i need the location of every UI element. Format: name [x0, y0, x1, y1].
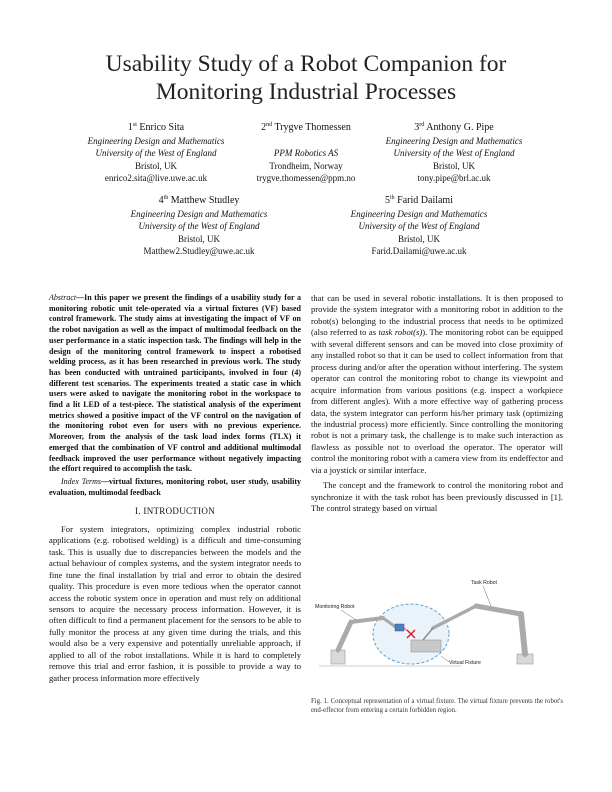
- author-organization: University of the West of England: [358, 221, 480, 232]
- label-virtual-fixture: Virtual Fixture: [449, 660, 481, 666]
- author-location: Bristol, UK: [177, 233, 220, 244]
- abstract-label: Abstract: [49, 293, 77, 302]
- figure-1: [311, 570, 563, 670]
- author-block-5: [324, 195, 514, 258]
- abstract: [49, 293, 301, 475]
- right-column: [311, 293, 563, 515]
- author-location: Bristol, UK: [397, 233, 440, 244]
- body-paragraph: For system integrators, optimizing complex industrial robotic applications (e.g. robotised welding) is a difficult and time-consuming task. This is usually due to discrepancies between the models and the actual behaviour of complex systems, and the system integrator needs to fine tune the final installation by trial and error to obtain the desired quality. This procedure is even more tedious when the operator cannot access the robotic system once in operation and must rely on additional sensors to acquire the necessary process information. However, it is often difficult to find a permanent placement for the sensors to be able to fully monitor the process at any given time during the trials, and this would also be a very expensive and potentially unreliable approach, if applied to all of the robot installations. While it is hard to completely remove this trial and error fashion, it is possible to provide a way to gather process information more effectively: [49, 523, 301, 683]
- label-monitoring-robot: Monitoring Robot: [315, 604, 355, 610]
- author-email: enrico2.sita@live.uwe.ac.uk: [104, 173, 208, 184]
- paper-title-line-2: Monitoring Industrial Processes: [155, 79, 457, 105]
- author-location: Bristol, UK: [134, 160, 177, 171]
- paper-title: [40, 50, 572, 106]
- author-organization: University of the West of England: [393, 148, 515, 159]
- body-paragraph-continued: that can be used in several robotic installations. It is then proposed to provide the system integrator with a monitoring robot in addition to the robot(s) belonging to the industrial process that needs to be optimized (also referred to as task robot(s)). The monitoring robot can be equipped with several different sensors and can be moved into close proximity of any installed robot so that it can be used to collect information from that process during and/or after the operation without interfering. The system operator can control the monitoring robot to change its viewpoint and acquire information from various positions (e.g. inspect a workpiece from different angles). With a more effective way of gathering process data, the system integrator can perform his/her primary task (optimizing the industrial process) more efficiently. Since controlling the monitoring robot is not a primary task, the challenge is to make such interaction as flawless as possible not to overload the operator. The operator will control the monitoring robot with a camera view from its endeffector and via a joystick or similar interface.: [311, 293, 563, 475]
- author-organization: PPM Robotics AS: [273, 148, 339, 159]
- author-name: 2nd Trygve Thomessen: [261, 122, 351, 133]
- author-organization: University of the West of England: [138, 221, 260, 232]
- author-department: Engineering Design and Mathematics: [350, 208, 488, 219]
- author-block-3: [364, 122, 544, 185]
- section-heading: I. INTRODUCTION: [135, 506, 215, 517]
- author-email: Farid.Dailami@uwe.ac.uk: [371, 246, 467, 257]
- author-name: 1st Enrico Sita: [127, 122, 185, 133]
- author-department: Engineering Design and Mathematics: [87, 135, 225, 146]
- term-task-robot: task robot(s): [378, 327, 423, 338]
- author-department: Engineering Design and Mathematics: [385, 135, 523, 146]
- index-terms-text: —virtual fixtures, monitoring robot, user study, usability evaluation, multimodal feedback: [49, 476, 301, 497]
- author-organization: University of the West of England: [95, 148, 217, 159]
- author-name: 4th Matthew Studley: [158, 195, 240, 206]
- index-terms: [49, 477, 301, 498]
- author-block-4: [104, 195, 294, 258]
- author-department: Engineering Design and Mathematics: [130, 208, 268, 219]
- left-column: [49, 293, 301, 684]
- workpiece: [411, 640, 441, 652]
- author-email: Matthew2.Studley@uwe.ac.uk: [143, 246, 255, 257]
- index-terms-label: Index Terms: [61, 476, 102, 486]
- abstract-text: —In this paper we present the findings of a usability study for a monitoring robotic unit tele-operated via a virtual fixtures (VF) based control framework. The study aims at investigating the impact of VF on the robot navigation as well as the impact of multimodal feedback on the user performance in a static inspection task. The findings will help in the design of the monitoring control framework to inspect a robotised welding process, as it has been researched in previous work. The study has been conducted with untrained participants, involved in four (4) different test scenarios. The experiments treated a static case in which users were asked to navigate the monitoring robot in the workspace to find a lit LED of a test-piece. The statistical analysis of the experiment metrics showed a positive impact of the VF control on the navigation of the monitoring robot even for users with no previous experience. Moreover, from the analysis of the task load index forms (TLX) it emerged that the combination of VF control and additional multimodal feedback improved the user performance without negatively impacting the effort required to accomplish the task.: [49, 293, 301, 474]
- author-name: 5th Farid Dailami: [385, 195, 453, 206]
- author-email: tony.pipe@brl.ac.uk: [417, 173, 491, 184]
- author-email: trygve.thomessen@ppm.no: [256, 173, 356, 184]
- paper-title-line-1: Usability Study of a Robot Companion for: [105, 51, 507, 77]
- figure-1-caption: Fig. 1. Conceptual representation of a virtual fixture. The virtual fixture prevents the robot's end-effector from entering a certain forbidden region.: [311, 698, 563, 714]
- author-location: Trondheim, Norway: [269, 160, 343, 171]
- author-location: Bristol, UK: [432, 160, 475, 171]
- author-name: 3rd Anthony G. Pipe: [414, 122, 494, 133]
- body-paragraph: The concept and the framework to control the monitoring robot and synchronize it with the task robot has been previously discussed in [1]. The control strategy based on virtual: [311, 480, 563, 514]
- label-task-robot: Task Robot: [471, 580, 497, 586]
